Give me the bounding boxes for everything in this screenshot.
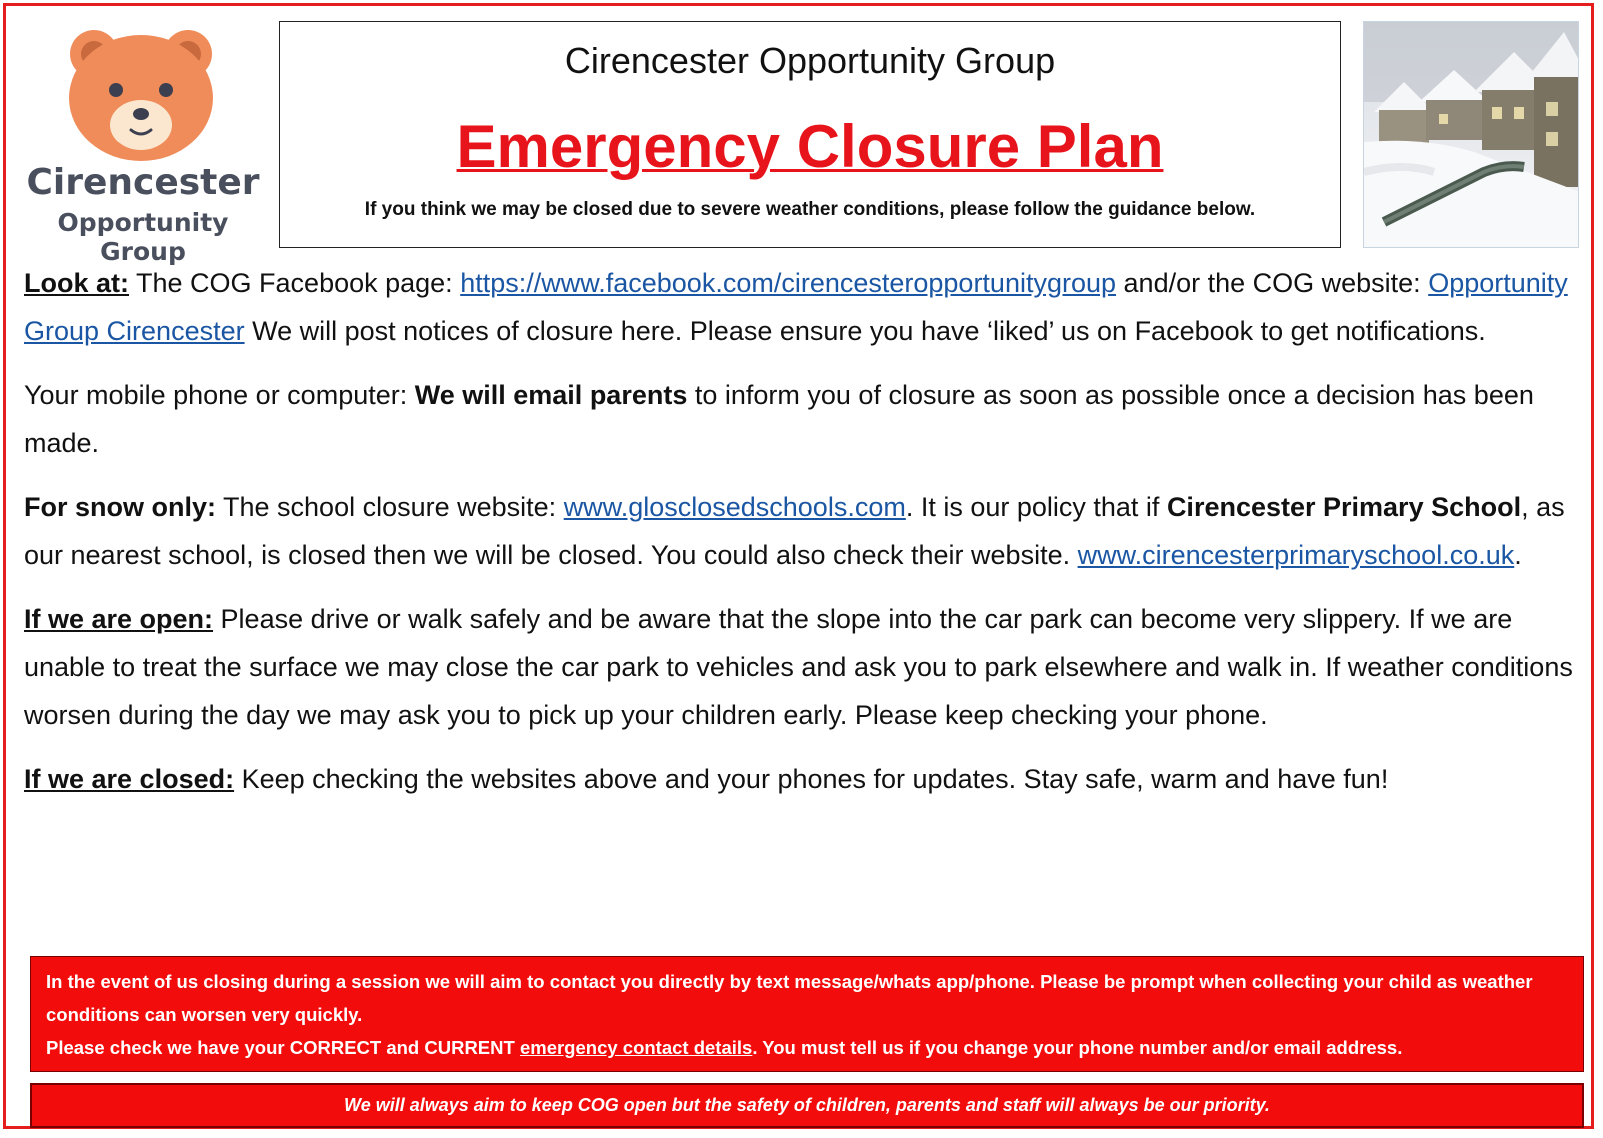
look-at-text-2: and/or the COG website: <box>1116 268 1429 298</box>
snow-text-3: , as our nearest school, is closed then we will be closed. You could also check their website. <box>24 492 1565 570</box>
cog-logo <box>12 26 274 266</box>
mobile-paragraph <box>24 371 1584 467</box>
website-link[interactable]: Opportunity Group Cirencester <box>24 268 1568 346</box>
primary-school-link[interactable]: www.cirencesterprimaryschool.co.uk <box>1077 540 1515 570</box>
logo-wordmark-line1: Cirencester <box>26 162 260 203</box>
closed-label: If we are closed: <box>24 764 235 794</box>
page-title: Emergency Closure Plan <box>456 113 1164 180</box>
mobile-text-1: Your mobile phone or computer: <box>24 380 415 410</box>
notice-line-2-text-1: Please check we have your CORRECT and CURRENT <box>46 1037 520 1058</box>
notice-line-1: In the event of us closing during a session we will aim to contact you directly by text message/whats app/phone. Please be prompt when collecting your child as weather conditions can worsen very quickly. <box>46 971 1533 1025</box>
teddy-bear-icon <box>12 26 274 162</box>
look-at-text-3: We will post notices of closure here. Please ensure you have ‘liked’ us on Facebook to get notifications. <box>244 316 1486 346</box>
mobile-bold: We will email parents <box>414 380 688 410</box>
snow-scene-image <box>1364 22 1579 248</box>
document-page <box>3 3 1594 1129</box>
glos-closed-schools-link[interactable]: www.glosclosedschools.com <box>563 492 906 522</box>
session-closure-notice <box>30 956 1584 1072</box>
mobile-text-2: to inform you of closure as soon as possible once a decision has been made. <box>24 380 1534 458</box>
look-at-paragraph <box>24 259 1584 355</box>
emergency-contact-details-text: emergency contact details <box>519 1037 753 1058</box>
snow-text-4: . <box>1514 540 1522 570</box>
snow-text-1: The school closure website: <box>216 492 564 522</box>
snow-label: For snow only: <box>24 492 216 522</box>
org-name: Cirencester Opportunity Group <box>564 40 1056 81</box>
closed-text: Keep checking the websites above and your phones for updates. Stay safe, warm and have fun! <box>234 764 1389 794</box>
guidance-text: If you think we may be closed due to severe weather conditions, please follow the guidance below. <box>364 199 1256 220</box>
look-at-text-1: The COG Facebook page: <box>129 268 461 298</box>
open-text: Please drive or walk safely and be aware that the slope into the car park can become very slippery. If we are unable to treat the surface we may close the car park to vehicles and ask you to park elsewhere and walk in. If weather conditions worsen during the day we may ask you to pick up your children early. Please keep checking your phone. <box>24 604 1573 730</box>
snowy-village-photo <box>1363 21 1579 248</box>
closed-paragraph <box>24 755 1584 803</box>
main-content <box>24 259 1584 819</box>
snow-bold-school: Cirencester Primary School <box>1166 492 1522 522</box>
snow-paragraph <box>24 483 1584 579</box>
logo-wordmark-line2: Opportunity Group <box>57 208 229 266</box>
header-box <box>279 21 1341 248</box>
notice-line-2 <box>46 1031 1568 1064</box>
facebook-link[interactable]: https://www.facebook.com/cirencesteropportunitygroup <box>460 268 1117 298</box>
open-label: If we are open: <box>24 604 214 634</box>
snow-text-2: . It is our policy that if <box>905 492 1167 522</box>
open-paragraph <box>24 595 1584 739</box>
notice-line-2-text-2: . You must tell us if you change your phone number and/or email address. <box>752 1037 1403 1058</box>
priority-banner: We will always aim to keep COG open but the safety of children, parents and staff will always be our priority. <box>30 1083 1584 1128</box>
look-at-label: Look at: <box>24 268 129 298</box>
